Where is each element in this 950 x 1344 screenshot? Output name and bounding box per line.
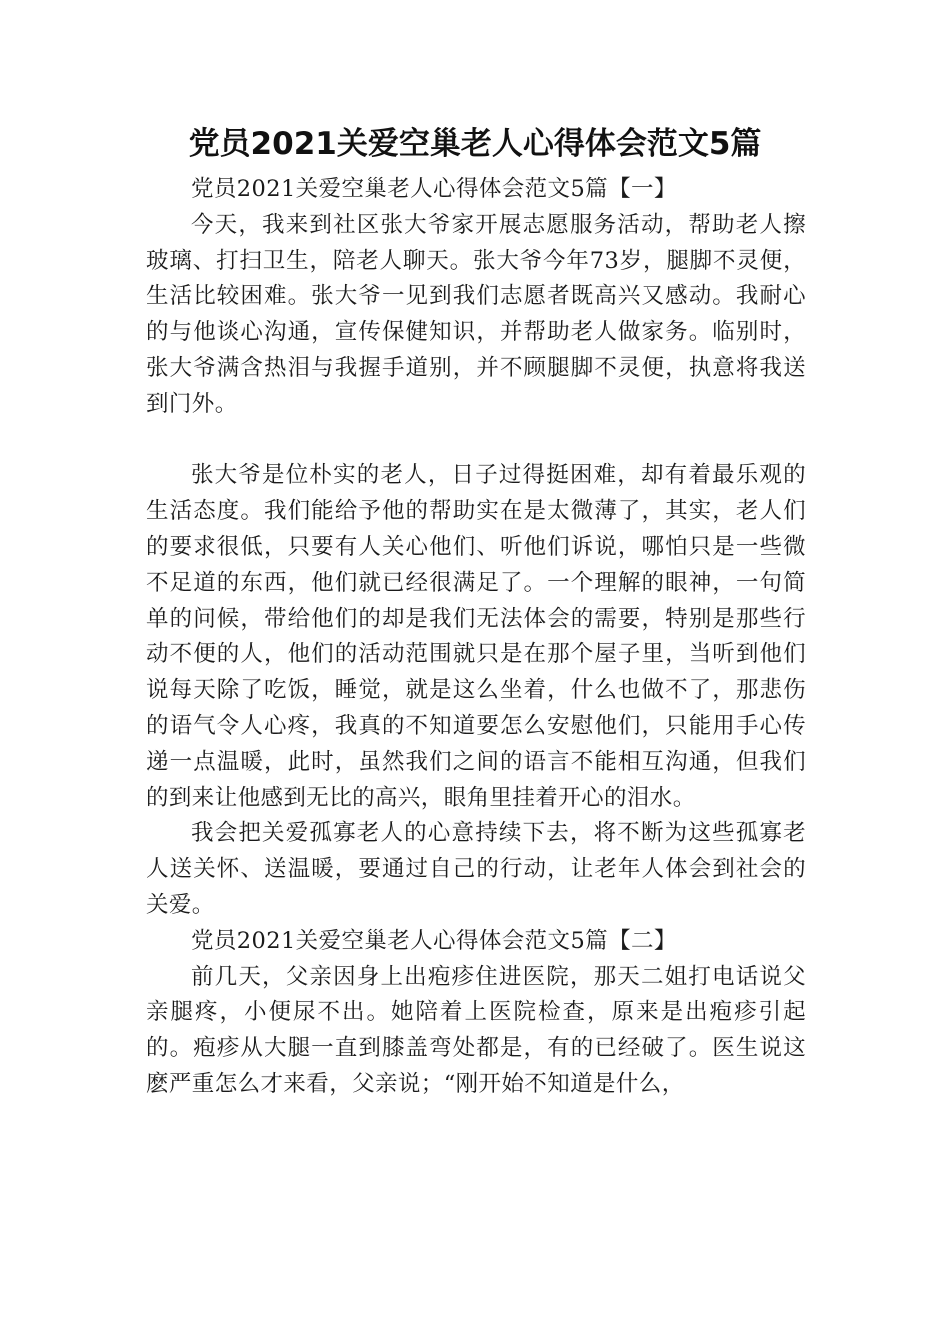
document-title: 党员2021关爱空巢老人心得体会范文5篇 [188, 126, 762, 162]
paragraph: 前几天，父亲因身上出疱疹住进医院，那天二姐打电话说父亲腿疼，小便尿不出。她陪着上医院检查，原来是出疱疹引起的。疱疹从大腿一直到膝盖弯处都是，有的已经破了。医生说这麽严重怎么才来看，父亲说；“刚开始不知道是什么， [146, 963, 806, 1097]
paragraph: 我会把关爱孤寡老人的心意持续下去，将不断为这些孤寡老人送关怀、送温暖，要通过自己的行动，让老年人体会到社会的关爱。 [146, 820, 806, 918]
blank-line [146, 423, 806, 459]
section-heading-2: 党员2021关爱空巢老人心得体会范文5篇【二】 [191, 927, 677, 954]
document-body [146, 172, 806, 1103]
paragraph: 今天，我来到社区张大爷家开展志愿服务活动，帮助老人擦玻璃、打扫卫生，陪老人聊天。张大爷今年73岁，腿脚不灵便，生活比较困难。张大爷一见到我们志愿者既高兴又感动。我耐心的与他谈心沟通，宣传保健知识，并帮助老人做家务。临别时，张大爷满含热泪与我握手道别，并不顾腿脚不灵便，执意将我送到门外。 [146, 211, 806, 417]
paragraph: 张大爷是位朴实的老人，日子过得挺困难，却有着最乐观的生活态度。我们能给予他的帮助实在是太微薄了，其实，老人们的要求很低，只要有人关心他们、听他们诉说，哪怕只是一些微不足道的东西，他们就已经很满足了。一个理解的眼神，一句简单的问候，带给他们的却是我们无法体会的需要，特别是那些行动不便的人，他们的活动范围就只是在那个屋子里，当听到他们说每天除了吃饭，睡觉，就是这么坐着，什么也做不了，那悲伤的语气令人心疼，我真的不知道要怎么安慰他们，只能用手心传递一点温暖，此时，虽然我们之间的语言不能相互沟通，但我们的到来让他感到无比的高兴，眼角里挂着开心的泪水。 [146, 462, 806, 811]
section-heading-1: 党员2021关爱空巢老人心得体会范文5篇【一】 [191, 176, 677, 202]
